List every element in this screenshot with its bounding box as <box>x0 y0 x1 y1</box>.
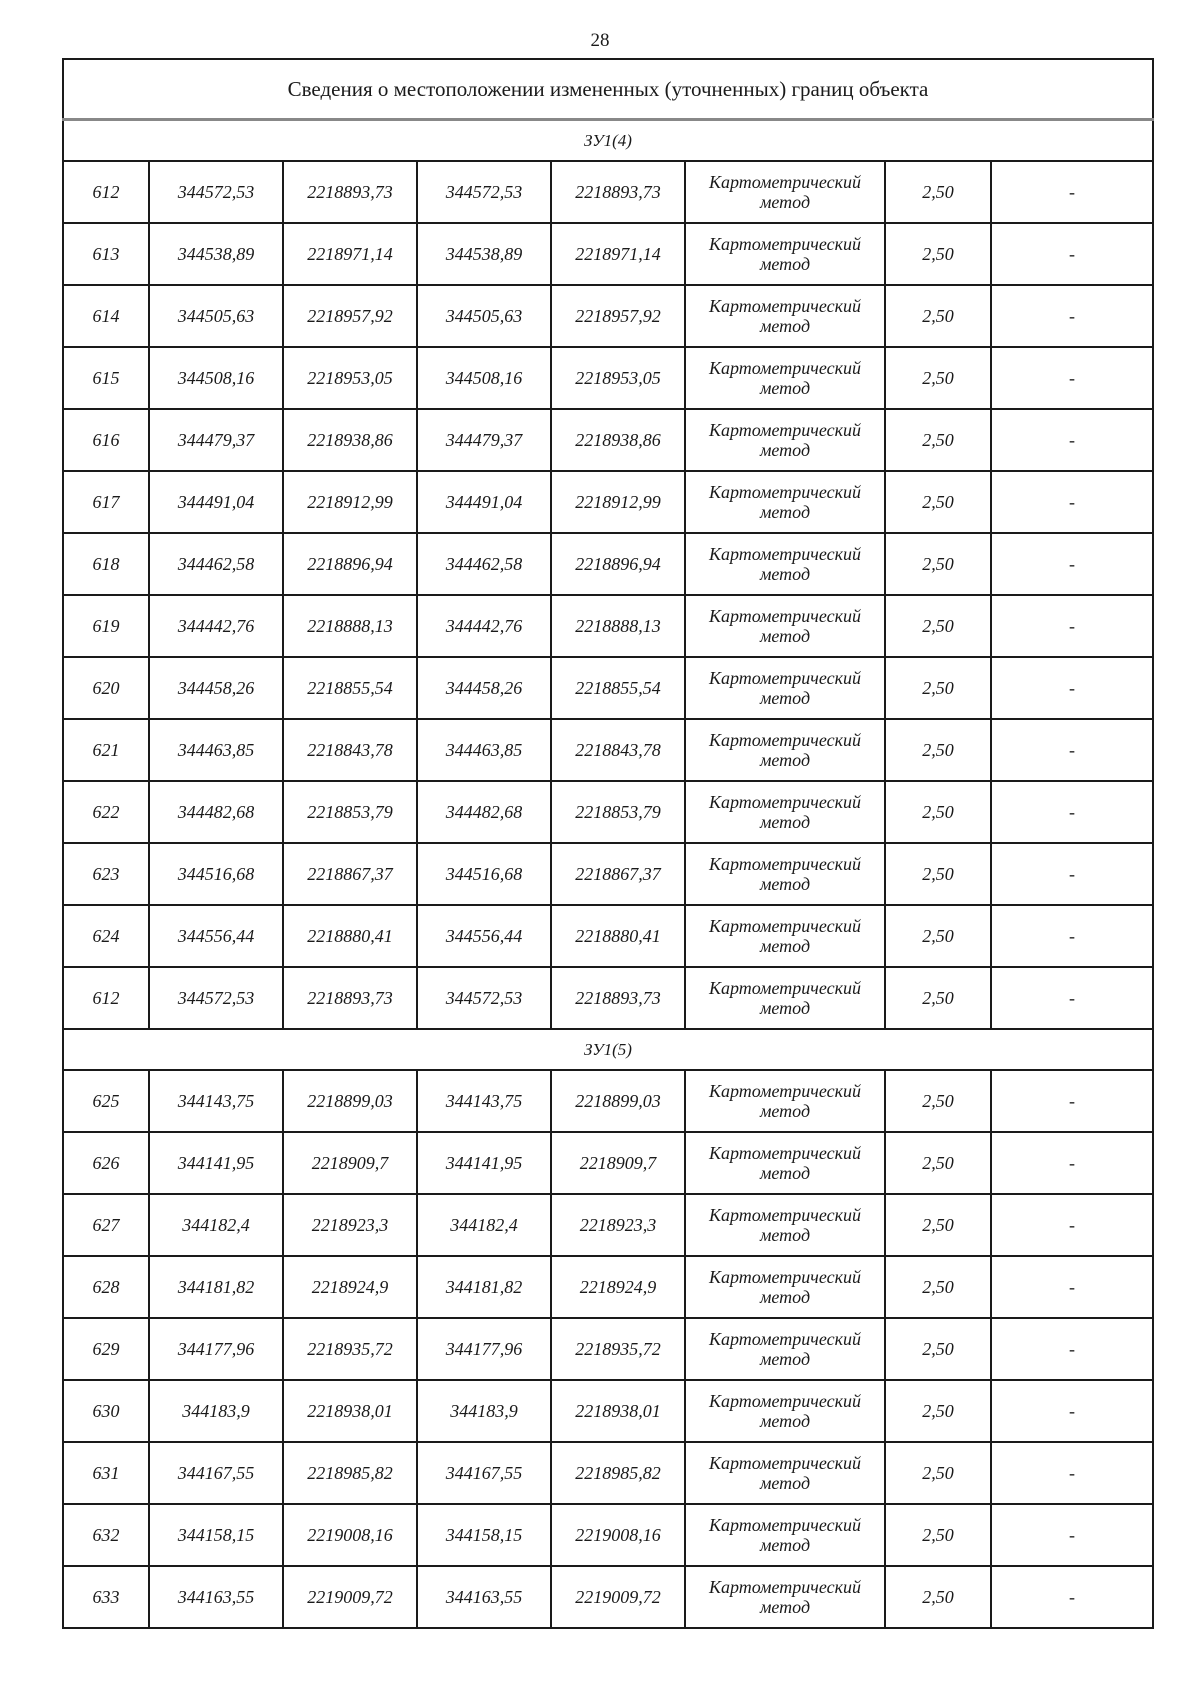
existing-x-cell: 344462,58 <box>149 533 283 595</box>
accuracy-cell: 2,50 <box>885 905 991 967</box>
method-line-2: метод <box>759 874 811 894</box>
point-number-cell: 621 <box>63 719 149 781</box>
point-number-cell: 630 <box>63 1380 149 1442</box>
method-line-1: Картометрический <box>708 668 861 688</box>
refined-y-cell: 2218855,54 <box>551 657 685 719</box>
section-header-row <box>63 120 1153 162</box>
accuracy-cell: 2,50 <box>885 161 991 223</box>
existing-y-cell: 2218867,37 <box>283 843 417 905</box>
note-cell: - <box>991 1318 1153 1380</box>
table-row <box>63 1380 1153 1442</box>
note-cell: - <box>991 533 1153 595</box>
method-line-1: Картометрический <box>708 1329 861 1349</box>
accuracy-cell: 2,50 <box>885 781 991 843</box>
section-name: ЗУ1(5) <box>63 1029 1153 1070</box>
method-cell <box>685 285 885 347</box>
refined-x-cell: 344163,55 <box>417 1566 551 1628</box>
table-row <box>63 409 1153 471</box>
existing-y-cell: 2218893,73 <box>283 967 417 1029</box>
table-row <box>63 533 1153 595</box>
point-number-cell: 623 <box>63 843 149 905</box>
existing-x-cell: 344177,96 <box>149 1318 283 1380</box>
existing-x-cell: 344556,44 <box>149 905 283 967</box>
refined-y-cell: 2218880,41 <box>551 905 685 967</box>
note-cell: - <box>991 409 1153 471</box>
existing-y-cell: 2218912,99 <box>283 471 417 533</box>
refined-y-cell: 2219008,16 <box>551 1504 685 1566</box>
accuracy-cell: 2,50 <box>885 967 991 1029</box>
method-cell <box>685 347 885 409</box>
method-line-2: метод <box>759 1101 811 1121</box>
method-line-1: Картометрический <box>708 358 861 378</box>
method-cell <box>685 967 885 1029</box>
point-number-cell: 631 <box>63 1442 149 1504</box>
method-line-2: метод <box>759 688 811 708</box>
existing-x-cell: 344538,89 <box>149 223 283 285</box>
existing-y-cell: 2218896,94 <box>283 533 417 595</box>
accuracy-cell: 2,50 <box>885 1566 991 1628</box>
point-number-cell: 620 <box>63 657 149 719</box>
accuracy-cell: 2,50 <box>885 1442 991 1504</box>
point-number-cell: 622 <box>63 781 149 843</box>
refined-x-cell: 344182,4 <box>417 1194 551 1256</box>
existing-x-cell: 344482,68 <box>149 781 283 843</box>
refined-y-cell: 2218953,05 <box>551 347 685 409</box>
method-line-1: Картометрический <box>708 1515 861 1535</box>
refined-x-cell: 344177,96 <box>417 1318 551 1380</box>
refined-y-cell: 2218938,86 <box>551 409 685 471</box>
existing-x-cell: 344181,82 <box>149 1256 283 1318</box>
accuracy-cell: 2,50 <box>885 595 991 657</box>
refined-y-cell: 2218957,92 <box>551 285 685 347</box>
note-cell: - <box>991 285 1153 347</box>
table-title: Сведения о местоположении измененных (уточненных) границ объекта <box>63 59 1153 120</box>
point-number-cell: 625 <box>63 1070 149 1132</box>
table-row <box>63 1256 1153 1318</box>
refined-x-cell: 344158,15 <box>417 1504 551 1566</box>
section-header-row <box>63 1029 1153 1070</box>
refined-y-cell: 2218843,78 <box>551 719 685 781</box>
existing-y-cell: 2218938,86 <box>283 409 417 471</box>
refined-x-cell: 344491,04 <box>417 471 551 533</box>
existing-y-cell: 2218893,73 <box>283 161 417 223</box>
point-number-cell: 612 <box>63 967 149 1029</box>
refined-y-cell: 2218912,99 <box>551 471 685 533</box>
method-line-2: метод <box>759 812 811 832</box>
existing-x-cell: 344163,55 <box>149 1566 283 1628</box>
refined-y-cell: 2218896,94 <box>551 533 685 595</box>
existing-y-cell: 2218899,03 <box>283 1070 417 1132</box>
table-row <box>63 1504 1153 1566</box>
accuracy-cell: 2,50 <box>885 1070 991 1132</box>
refined-y-cell: 2218985,82 <box>551 1442 685 1504</box>
existing-y-cell: 2218853,79 <box>283 781 417 843</box>
method-cell <box>685 595 885 657</box>
method-cell <box>685 781 885 843</box>
refined-x-cell: 344183,9 <box>417 1380 551 1442</box>
method-line-1: Картометрический <box>708 1267 861 1287</box>
method-line-1: Картометрический <box>708 1205 861 1225</box>
table-body <box>63 59 1153 1628</box>
note-cell: - <box>991 1380 1153 1442</box>
existing-y-cell: 2218971,14 <box>283 223 417 285</box>
table-row <box>63 657 1153 719</box>
existing-y-cell: 2218953,05 <box>283 347 417 409</box>
note-cell: - <box>991 1070 1153 1132</box>
method-cell <box>685 1256 885 1318</box>
table-row <box>63 781 1153 843</box>
refined-y-cell: 2218888,13 <box>551 595 685 657</box>
method-line-2: метод <box>759 936 811 956</box>
existing-y-cell: 2218880,41 <box>283 905 417 967</box>
existing-x-cell: 344158,15 <box>149 1504 283 1566</box>
refined-x-cell: 344167,55 <box>417 1442 551 1504</box>
existing-x-cell: 344505,63 <box>149 285 283 347</box>
refined-y-cell: 2218893,73 <box>551 967 685 1029</box>
existing-x-cell: 344167,55 <box>149 1442 283 1504</box>
refined-y-cell: 2218924,9 <box>551 1256 685 1318</box>
method-line-2: метод <box>759 750 811 770</box>
point-number-cell: 626 <box>63 1132 149 1194</box>
method-line-1: Картометрический <box>708 172 861 192</box>
accuracy-cell: 2,50 <box>885 1504 991 1566</box>
method-line-2: метод <box>759 1597 811 1617</box>
method-cell <box>685 1566 885 1628</box>
table-row <box>63 843 1153 905</box>
note-cell: - <box>991 1132 1153 1194</box>
accuracy-cell: 2,50 <box>885 719 991 781</box>
existing-y-cell: 2218843,78 <box>283 719 417 781</box>
note-cell: - <box>991 1442 1153 1504</box>
method-cell <box>685 1070 885 1132</box>
existing-y-cell: 2218923,3 <box>283 1194 417 1256</box>
method-cell <box>685 843 885 905</box>
existing-x-cell: 344516,68 <box>149 843 283 905</box>
refined-y-cell: 2218853,79 <box>551 781 685 843</box>
method-line-2: метод <box>759 1163 811 1183</box>
point-number-cell: 613 <box>63 223 149 285</box>
table-row <box>63 285 1153 347</box>
accuracy-cell: 2,50 <box>885 223 991 285</box>
table-row <box>63 161 1153 223</box>
table-row <box>63 1566 1153 1628</box>
accuracy-cell: 2,50 <box>885 471 991 533</box>
method-cell <box>685 471 885 533</box>
method-line-2: метод <box>759 1225 811 1245</box>
point-number-cell: 627 <box>63 1194 149 1256</box>
accuracy-cell: 2,50 <box>885 1380 991 1442</box>
method-line-2: метод <box>759 1411 811 1431</box>
point-number-cell: 614 <box>63 285 149 347</box>
table-row <box>63 719 1153 781</box>
refined-y-cell: 2218893,73 <box>551 161 685 223</box>
table-row <box>63 967 1153 1029</box>
note-cell: - <box>991 471 1153 533</box>
existing-x-cell: 344442,76 <box>149 595 283 657</box>
method-line-2: метод <box>759 378 811 398</box>
existing-x-cell: 344182,4 <box>149 1194 283 1256</box>
table-row <box>63 1194 1153 1256</box>
point-number-cell: 618 <box>63 533 149 595</box>
table-title-row <box>63 59 1153 120</box>
method-line-2: метод <box>759 254 811 274</box>
existing-y-cell: 2218909,7 <box>283 1132 417 1194</box>
method-line-1: Картометрический <box>708 730 861 750</box>
method-cell <box>685 223 885 285</box>
method-line-2: метод <box>759 1473 811 1493</box>
accuracy-cell: 2,50 <box>885 347 991 409</box>
method-cell <box>685 1504 885 1566</box>
point-number-cell: 624 <box>63 905 149 967</box>
existing-y-cell: 2218957,92 <box>283 285 417 347</box>
existing-y-cell: 2218888,13 <box>283 595 417 657</box>
accuracy-cell: 2,50 <box>885 1194 991 1256</box>
existing-y-cell: 2218938,01 <box>283 1380 417 1442</box>
table-row <box>63 1318 1153 1380</box>
method-line-1: Картометрический <box>708 606 861 626</box>
refined-x-cell: 344505,63 <box>417 285 551 347</box>
method-line-2: метод <box>759 192 811 212</box>
existing-x-cell: 344143,75 <box>149 1070 283 1132</box>
refined-x-cell: 344479,37 <box>417 409 551 471</box>
accuracy-cell: 2,50 <box>885 1256 991 1318</box>
method-line-1: Картометрический <box>708 978 861 998</box>
method-line-1: Картометрический <box>708 792 861 812</box>
existing-y-cell: 2218935,72 <box>283 1318 417 1380</box>
method-line-1: Картометрический <box>708 1453 861 1473</box>
refined-y-cell: 2218938,01 <box>551 1380 685 1442</box>
table-row <box>63 1070 1153 1132</box>
method-cell <box>685 1132 885 1194</box>
method-line-1: Картометрический <box>708 234 861 254</box>
note-cell: - <box>991 843 1153 905</box>
refined-x-cell: 344462,58 <box>417 533 551 595</box>
accuracy-cell: 2,50 <box>885 1132 991 1194</box>
existing-x-cell: 344508,16 <box>149 347 283 409</box>
refined-x-cell: 344141,95 <box>417 1132 551 1194</box>
table-row <box>63 347 1153 409</box>
method-line-1: Картометрический <box>708 1391 861 1411</box>
existing-x-cell: 344479,37 <box>149 409 283 471</box>
table-row <box>63 905 1153 967</box>
refined-x-cell: 344482,68 <box>417 781 551 843</box>
method-cell <box>685 409 885 471</box>
table-row <box>63 1132 1153 1194</box>
method-cell <box>685 905 885 967</box>
existing-y-cell: 2218985,82 <box>283 1442 417 1504</box>
method-line-2: метод <box>759 626 811 646</box>
table-row <box>63 1442 1153 1504</box>
existing-x-cell: 344491,04 <box>149 471 283 533</box>
refined-x-cell: 344538,89 <box>417 223 551 285</box>
method-cell <box>685 657 885 719</box>
refined-y-cell: 2218899,03 <box>551 1070 685 1132</box>
method-line-1: Картометрический <box>708 1143 861 1163</box>
existing-x-cell: 344572,53 <box>149 967 283 1029</box>
refined-x-cell: 344508,16 <box>417 347 551 409</box>
refined-x-cell: 344181,82 <box>417 1256 551 1318</box>
refined-x-cell: 344143,75 <box>417 1070 551 1132</box>
existing-x-cell: 344572,53 <box>149 161 283 223</box>
note-cell: - <box>991 905 1153 967</box>
point-number-cell: 616 <box>63 409 149 471</box>
point-number-cell: 629 <box>63 1318 149 1380</box>
method-line-1: Картометрический <box>708 482 861 502</box>
method-cell <box>685 533 885 595</box>
refined-y-cell: 2218909,7 <box>551 1132 685 1194</box>
method-cell <box>685 719 885 781</box>
method-line-2: метод <box>759 316 811 336</box>
method-line-2: метод <box>759 564 811 584</box>
table-row <box>63 223 1153 285</box>
refined-y-cell: 2218935,72 <box>551 1318 685 1380</box>
table-row <box>63 471 1153 533</box>
section-name: ЗУ1(4) <box>63 120 1153 162</box>
existing-x-cell: 344183,9 <box>149 1380 283 1442</box>
boundary-coordinates-table <box>62 58 1154 1629</box>
refined-x-cell: 344463,85 <box>417 719 551 781</box>
note-cell: - <box>991 1504 1153 1566</box>
existing-x-cell: 344458,26 <box>149 657 283 719</box>
point-number-cell: 617 <box>63 471 149 533</box>
point-number-cell: 612 <box>63 161 149 223</box>
method-line-1: Картометрический <box>708 916 861 936</box>
method-line-1: Картометрический <box>708 544 861 564</box>
note-cell: - <box>991 781 1153 843</box>
point-number-cell: 632 <box>63 1504 149 1566</box>
accuracy-cell: 2,50 <box>885 409 991 471</box>
note-cell: - <box>991 657 1153 719</box>
method-line-1: Картометрический <box>708 296 861 316</box>
method-line-1: Картометрический <box>708 420 861 440</box>
refined-x-cell: 344458,26 <box>417 657 551 719</box>
method-line-1: Картометрический <box>708 1081 861 1101</box>
point-number-cell: 633 <box>63 1566 149 1628</box>
existing-y-cell: 2219009,72 <box>283 1566 417 1628</box>
existing-y-cell: 2218924,9 <box>283 1256 417 1318</box>
existing-x-cell: 344463,85 <box>149 719 283 781</box>
point-number-cell: 615 <box>63 347 149 409</box>
accuracy-cell: 2,50 <box>885 657 991 719</box>
page-number: 28 <box>590 30 610 51</box>
existing-y-cell: 2218855,54 <box>283 657 417 719</box>
accuracy-cell: 2,50 <box>885 285 991 347</box>
note-cell: - <box>991 347 1153 409</box>
method-line-1: Картометрический <box>708 1577 861 1597</box>
refined-x-cell: 344572,53 <box>417 161 551 223</box>
existing-y-cell: 2219008,16 <box>283 1504 417 1566</box>
refined-y-cell: 2218923,3 <box>551 1194 685 1256</box>
method-cell <box>685 1318 885 1380</box>
accuracy-cell: 2,50 <box>885 533 991 595</box>
note-cell: - <box>991 161 1153 223</box>
note-cell: - <box>991 1256 1153 1318</box>
method-line-2: метод <box>759 1535 811 1555</box>
note-cell: - <box>991 223 1153 285</box>
method-cell <box>685 1442 885 1504</box>
refined-y-cell: 2219009,72 <box>551 1566 685 1628</box>
method-line-1: Картометрический <box>708 854 861 874</box>
accuracy-cell: 2,50 <box>885 843 991 905</box>
refined-y-cell: 2218971,14 <box>551 223 685 285</box>
refined-y-cell: 2218867,37 <box>551 843 685 905</box>
method-cell <box>685 161 885 223</box>
refined-x-cell: 344556,44 <box>417 905 551 967</box>
note-cell: - <box>991 595 1153 657</box>
refined-x-cell: 344572,53 <box>417 967 551 1029</box>
table-row <box>63 595 1153 657</box>
existing-x-cell: 344141,95 <box>149 1132 283 1194</box>
method-line-2: метод <box>759 998 811 1018</box>
refined-x-cell: 344442,76 <box>417 595 551 657</box>
method-cell <box>685 1194 885 1256</box>
accuracy-cell: 2,50 <box>885 1318 991 1380</box>
point-number-cell: 628 <box>63 1256 149 1318</box>
method-cell <box>685 1380 885 1442</box>
note-cell: - <box>991 967 1153 1029</box>
method-line-2: метод <box>759 502 811 522</box>
note-cell: - <box>991 1566 1153 1628</box>
note-cell: - <box>991 719 1153 781</box>
method-line-2: метод <box>759 1349 811 1369</box>
method-line-2: метод <box>759 1287 811 1307</box>
point-number-cell: 619 <box>63 595 149 657</box>
method-line-2: метод <box>759 440 811 460</box>
refined-x-cell: 344516,68 <box>417 843 551 905</box>
note-cell: - <box>991 1194 1153 1256</box>
